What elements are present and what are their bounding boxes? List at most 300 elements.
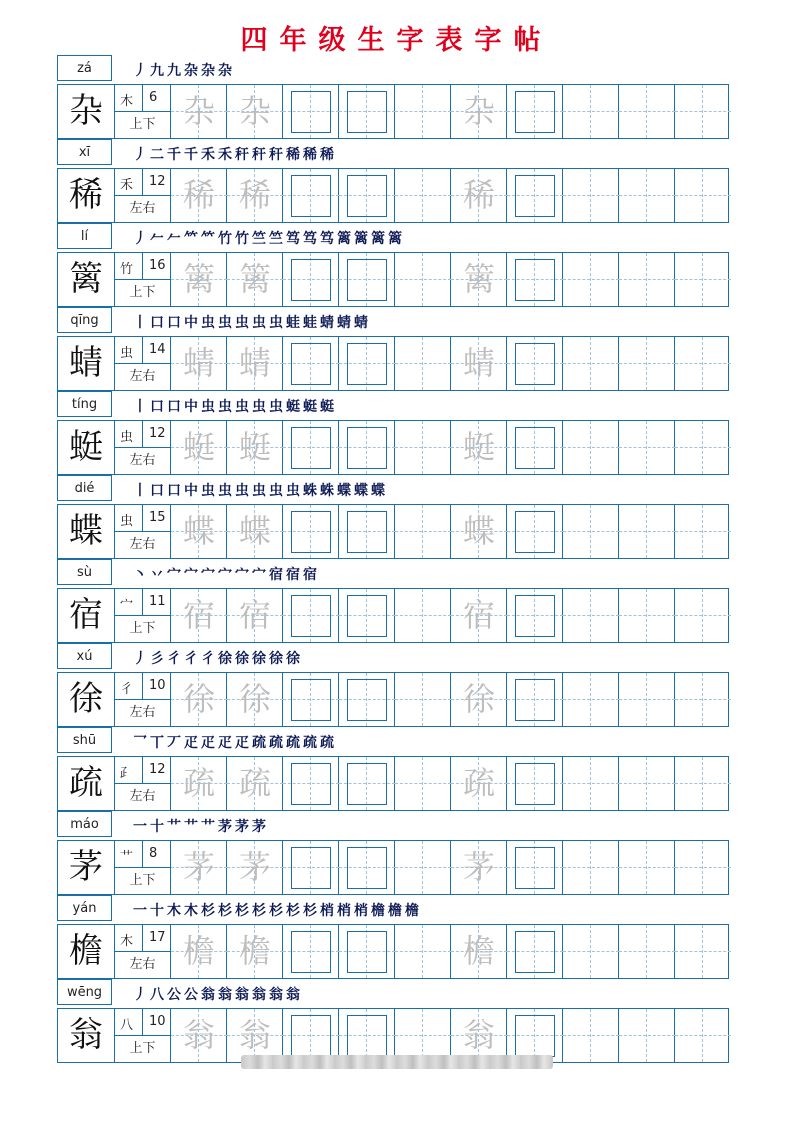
guide-line (619, 279, 675, 280)
model-character: 檐 (69, 931, 103, 971)
practice-cell[interactable] (675, 253, 731, 306)
stroke-step: 口 (167, 399, 181, 415)
stroke-step: 徐 (218, 651, 232, 667)
practice-cell[interactable] (619, 589, 675, 642)
practice-cell[interactable] (283, 337, 339, 390)
practice-cell[interactable] (451, 421, 507, 474)
practice-cell[interactable] (563, 505, 619, 558)
practice-cell[interactable] (171, 757, 227, 810)
trace-character: 翁 (182, 1016, 215, 1054)
radical-info (115, 169, 170, 196)
stroke-step: 丨 (133, 315, 147, 331)
stroke-step: 虫 (235, 315, 249, 331)
practice-cell[interactable] (171, 505, 227, 558)
practice-cell[interactable] (283, 505, 339, 558)
practice-cell[interactable] (619, 841, 675, 894)
trace-character: 疏 (182, 764, 215, 802)
guide-line (646, 925, 647, 978)
stroke-step: 彳 (184, 651, 198, 667)
guide-line (422, 337, 423, 390)
practice-cell[interactable] (507, 673, 563, 726)
stroke-step: 口 (167, 315, 181, 331)
practice-cell[interactable] (339, 925, 395, 978)
trace-character: 宿 (182, 596, 215, 634)
guide-line (646, 253, 647, 306)
pinyin-label: tíng (57, 391, 112, 417)
guide-line (702, 673, 703, 726)
stroke-step: 徐 (286, 651, 300, 667)
character-entry (57, 223, 729, 307)
practice-cell[interactable] (675, 505, 731, 558)
stroke-step: 彳 (201, 651, 215, 667)
practice-cell[interactable] (563, 169, 619, 222)
guide-line (646, 505, 647, 558)
pinyin-label: lí (57, 223, 112, 249)
stroke-step: 疋 (184, 735, 198, 751)
radical-info (115, 505, 170, 532)
practice-cell[interactable] (563, 421, 619, 474)
radical-divider (142, 85, 143, 111)
model-character: 蝶 (69, 511, 103, 551)
practice-cell[interactable] (395, 253, 451, 306)
writing-box (347, 847, 387, 889)
writing-box (291, 91, 331, 133)
guide-line (563, 783, 619, 784)
practice-cell[interactable] (283, 85, 339, 138)
stroke-step: 蜻 (354, 315, 368, 331)
guide-line (563, 363, 619, 364)
guide-line (619, 951, 675, 952)
guide-line (702, 1009, 703, 1062)
practice-cell[interactable] (563, 673, 619, 726)
practice-cell[interactable] (507, 505, 563, 558)
stroke-step: 梢 (320, 903, 334, 919)
stroke-step: 翁 (286, 987, 300, 1003)
stroke-step: 杂 (218, 63, 232, 79)
stroke-step: 茅 (235, 819, 249, 835)
character-entry (57, 895, 729, 979)
stroke-step: 杉 (252, 903, 266, 919)
stroke-step: 篱 (371, 231, 385, 247)
practice-cell[interactable] (619, 169, 675, 222)
guide-line (702, 85, 703, 138)
practice-cell[interactable] (675, 673, 731, 726)
stroke-step: 𥫗 (201, 231, 215, 247)
writing-box (291, 763, 331, 805)
practice-cell[interactable] (171, 925, 227, 978)
practice-cell[interactable] (395, 589, 451, 642)
stroke-count: 16 (149, 258, 166, 273)
practice-cell[interactable] (171, 673, 227, 726)
writing-box (291, 595, 331, 637)
practice-cell[interactable] (395, 925, 451, 978)
trace-character: 稀 (462, 176, 495, 214)
stroke-step: 檐 (371, 903, 385, 919)
practice-cell[interactable] (227, 925, 283, 978)
practice-cell[interactable] (507, 337, 563, 390)
practice-cell[interactable] (339, 85, 395, 138)
guide-line (563, 195, 619, 196)
practice-cell[interactable] (451, 841, 507, 894)
radical-divider (142, 337, 143, 363)
practice-cell[interactable] (675, 337, 731, 390)
stroke-step: 蝶 (354, 483, 368, 499)
radical-divider (142, 505, 143, 531)
practice-cell[interactable] (507, 169, 563, 222)
stroke-step: 宿 (269, 567, 283, 583)
practice-cell[interactable] (395, 337, 451, 390)
practice-cell[interactable] (619, 337, 675, 390)
stroke-step: 虫 (218, 399, 232, 415)
writing-grid-row (57, 756, 729, 811)
writing-grid-row (57, 504, 729, 559)
practice-cell[interactable] (227, 589, 283, 642)
trace-character: 蜻 (462, 344, 495, 382)
character-entry (57, 643, 729, 727)
practice-cell[interactable] (619, 1009, 675, 1062)
practice-cell[interactable] (395, 841, 451, 894)
practice-cell[interactable] (563, 253, 619, 306)
stroke-step: 禾 (201, 147, 215, 163)
guide-line (619, 615, 675, 616)
stroke-step: 𠂉 (150, 231, 164, 247)
practice-cell[interactable] (619, 925, 675, 978)
stroke-step: 禾 (218, 147, 232, 163)
practice-cell[interactable] (339, 505, 395, 558)
model-character: 徐 (69, 679, 103, 719)
stroke-step: 虫 (201, 315, 215, 331)
guide-line (395, 195, 451, 196)
practice-cell[interactable] (227, 841, 283, 894)
radical-info (115, 925, 170, 952)
trace-character: 杂 (182, 92, 215, 130)
practice-cell[interactable] (283, 925, 339, 978)
practice-cell[interactable] (283, 421, 339, 474)
guide-line (422, 85, 423, 138)
stroke-step: 木 (167, 903, 181, 919)
radical-info (115, 673, 170, 700)
stroke-step: 虫 (252, 315, 266, 331)
stroke-step: 口 (167, 483, 181, 499)
stroke-step: 疋 (218, 735, 232, 751)
radical-info (115, 757, 170, 784)
stroke-step: 虫 (201, 399, 215, 415)
practice-cell[interactable] (283, 673, 339, 726)
practice-cell[interactable] (675, 85, 731, 138)
stroke-step: 蜓 (320, 399, 334, 415)
practice-cell[interactable] (451, 253, 507, 306)
practice-cell[interactable] (675, 589, 731, 642)
guide-line (395, 447, 451, 448)
practice-cell[interactable] (507, 85, 563, 138)
practice-cell[interactable] (507, 253, 563, 306)
stroke-step: 檐 (405, 903, 419, 919)
guide-line (590, 757, 591, 810)
practice-cell[interactable] (619, 421, 675, 474)
stroke-step: 虫 (269, 315, 283, 331)
practice-cell[interactable] (339, 169, 395, 222)
practice-cell[interactable] (619, 253, 675, 306)
radical: 虫 (120, 430, 134, 445)
guide-line (675, 447, 731, 448)
radical-divider (142, 421, 143, 447)
practice-cell[interactable] (507, 841, 563, 894)
writing-box (515, 343, 555, 385)
stroke-step: 徐 (269, 651, 283, 667)
guide-line (422, 505, 423, 558)
practice-cell[interactable] (451, 673, 507, 726)
practice-cell[interactable] (563, 1009, 619, 1062)
practice-cell[interactable] (675, 925, 731, 978)
guide-line (619, 531, 675, 532)
practice-cell[interactable] (339, 841, 395, 894)
practice-cell[interactable] (339, 589, 395, 642)
practice-cell[interactable] (563, 589, 619, 642)
practice-cell[interactable] (227, 169, 283, 222)
radical: 艹 (120, 850, 134, 865)
guide-line (646, 337, 647, 390)
practice-cell[interactable] (675, 841, 731, 894)
stroke-order (133, 648, 303, 668)
practice-cell[interactable] (395, 505, 451, 558)
writing-grid-row (57, 588, 729, 643)
radical: 虫 (120, 346, 134, 361)
guide-line (619, 363, 675, 364)
practice-cell[interactable] (171, 337, 227, 390)
practice-cell[interactable] (675, 421, 731, 474)
guide-line (590, 421, 591, 474)
stroke-step: 九 (167, 63, 181, 79)
practice-cell[interactable] (227, 505, 283, 558)
practice-cell[interactable] (171, 589, 227, 642)
stroke-step: 蜓 (286, 399, 300, 415)
character-entry (57, 307, 729, 391)
stroke-step: 公 (184, 987, 198, 1003)
practice-cell[interactable] (283, 757, 339, 810)
trace-character: 蜻 (182, 344, 215, 382)
guide-line (395, 615, 451, 616)
practice-cell[interactable] (283, 841, 339, 894)
trace-character: 篱 (238, 260, 271, 298)
stroke-count: 14 (149, 342, 166, 357)
practice-cell[interactable] (395, 673, 451, 726)
stroke-step: 彳 (167, 651, 181, 667)
practice-cell[interactable] (171, 169, 227, 222)
stroke-step: 十 (150, 903, 164, 919)
guide-line (590, 673, 591, 726)
trace-character: 蜓 (238, 428, 271, 466)
stroke-step: 宿 (303, 567, 317, 583)
practice-cell[interactable] (451, 757, 507, 810)
stroke-step: 中 (184, 315, 198, 331)
trace-character: 徐 (238, 680, 271, 718)
model-character: 蜻 (69, 343, 103, 383)
writing-box (347, 427, 387, 469)
practice-cell[interactable] (171, 841, 227, 894)
practice-cell[interactable] (675, 1009, 731, 1062)
guide-line (590, 85, 591, 138)
writing-box (291, 511, 331, 553)
radical-divider (142, 1009, 143, 1035)
stroke-step: 虫 (218, 483, 232, 499)
practice-cell[interactable] (619, 673, 675, 726)
guide-line (563, 951, 619, 952)
stroke-step: 稀 (303, 147, 317, 163)
radical-info (115, 253, 170, 280)
writing-grid-row (57, 840, 729, 895)
radical: 彳 (120, 682, 134, 697)
model-character: 蜓 (69, 427, 103, 467)
stroke-step: 宀 (184, 567, 198, 583)
guide-line (590, 337, 591, 390)
guide-line (563, 867, 619, 868)
practice-cell[interactable] (619, 505, 675, 558)
practice-cell[interactable] (171, 85, 227, 138)
stroke-step: 疏 (320, 735, 334, 751)
stroke-step: 翁 (235, 987, 249, 1003)
guide-line (422, 757, 423, 810)
practice-cell[interactable] (339, 337, 395, 390)
practice-cell[interactable] (451, 925, 507, 978)
guide-line (675, 531, 731, 532)
stroke-count: 12 (149, 762, 166, 777)
practice-cell[interactable] (227, 85, 283, 138)
stroke-order (133, 396, 337, 416)
practice-cell[interactable] (283, 169, 339, 222)
writing-box (291, 931, 331, 973)
writing-box (347, 1015, 387, 1057)
practice-cell[interactable] (563, 757, 619, 810)
practice-cell[interactable] (675, 169, 731, 222)
practice-cell[interactable] (563, 337, 619, 390)
writing-box (291, 679, 331, 721)
writing-grid-row (57, 672, 729, 727)
stroke-order (133, 60, 235, 80)
practice-cell[interactable] (227, 421, 283, 474)
practice-cell[interactable] (171, 253, 227, 306)
guide-line (590, 925, 591, 978)
writing-box (347, 931, 387, 973)
stroke-step: 丿 (133, 987, 147, 1003)
stroke-order (133, 816, 269, 836)
writing-box (347, 679, 387, 721)
stroke-step: 翁 (252, 987, 266, 1003)
practice-cell[interactable] (451, 337, 507, 390)
practice-cell[interactable] (451, 505, 507, 558)
structure-label: 左右 (129, 453, 156, 468)
stroke-step: 艹 (167, 819, 181, 835)
stroke-step: 笃 (320, 231, 334, 247)
practice-cell[interactable] (227, 337, 283, 390)
character-entry (57, 55, 729, 139)
writing-box (515, 931, 555, 973)
practice-cell[interactable] (507, 421, 563, 474)
guide-line (646, 421, 647, 474)
guide-line (675, 279, 731, 280)
stroke-step: 秆 (269, 147, 283, 163)
practice-cell[interactable] (395, 421, 451, 474)
character-entry (57, 811, 729, 895)
writing-box (515, 511, 555, 553)
radical: 竹 (120, 262, 134, 277)
stroke-step: 宀 (167, 567, 181, 583)
writing-grid-row (57, 924, 729, 979)
stroke-step: 二 (150, 147, 164, 163)
guide-line (702, 337, 703, 390)
practice-cell[interactable] (395, 169, 451, 222)
writing-box (347, 595, 387, 637)
practice-cell[interactable] (227, 253, 283, 306)
structure-label: 左右 (129, 201, 156, 216)
practice-cell[interactable] (171, 421, 227, 474)
practice-cell[interactable] (227, 673, 283, 726)
practice-cell[interactable] (395, 757, 451, 810)
practice-cell[interactable] (675, 757, 731, 810)
guide-line (702, 841, 703, 894)
practice-cell[interactable] (619, 85, 675, 138)
practice-cell[interactable] (451, 85, 507, 138)
practice-cell[interactable] (339, 253, 395, 306)
practice-cell[interactable] (395, 85, 451, 138)
practice-cell[interactable] (227, 757, 283, 810)
guide-line (422, 421, 423, 474)
trace-character: 蜓 (462, 428, 495, 466)
trace-character: 茅 (182, 848, 215, 886)
practice-cell[interactable] (339, 757, 395, 810)
stroke-step: 蝶 (371, 483, 385, 499)
guide-line (702, 757, 703, 810)
practice-cell[interactable] (339, 421, 395, 474)
stroke-step: 檐 (388, 903, 402, 919)
writing-box (515, 175, 555, 217)
practice-cell[interactable] (507, 757, 563, 810)
radical: 木 (120, 934, 134, 949)
practice-cell[interactable] (563, 925, 619, 978)
guide-line (563, 279, 619, 280)
practice-cell[interactable] (171, 1009, 227, 1062)
radical-info (115, 589, 170, 616)
stroke-step: 竺 (252, 231, 266, 247)
guide-line (619, 867, 675, 868)
guide-line (619, 1035, 675, 1036)
stroke-count: 10 (149, 678, 166, 693)
stroke-step: 杂 (184, 63, 198, 79)
practice-cell[interactable] (339, 673, 395, 726)
practice-cell[interactable] (563, 85, 619, 138)
practice-cell[interactable] (507, 925, 563, 978)
stroke-step: 𥫗 (184, 231, 198, 247)
writing-box (347, 763, 387, 805)
practice-cell[interactable] (283, 253, 339, 306)
pinyin-label: shū (57, 727, 112, 753)
guide-line (619, 783, 675, 784)
practice-cell[interactable] (563, 841, 619, 894)
practice-cell[interactable] (451, 589, 507, 642)
stroke-order (133, 900, 422, 920)
practice-cell[interactable] (451, 169, 507, 222)
stroke-step: 一 (133, 903, 147, 919)
trace-character: 蜓 (182, 428, 215, 466)
practice-cell[interactable] (619, 757, 675, 810)
pinyin-label: xī (57, 139, 112, 165)
practice-cell[interactable] (507, 589, 563, 642)
stroke-step: 梢 (354, 903, 368, 919)
stroke-step: 丅 (150, 735, 164, 751)
practice-cell[interactable] (283, 589, 339, 642)
radical: 宀 (120, 598, 134, 613)
structure-label: 左右 (129, 537, 156, 552)
structure-label: 上下 (129, 285, 156, 300)
